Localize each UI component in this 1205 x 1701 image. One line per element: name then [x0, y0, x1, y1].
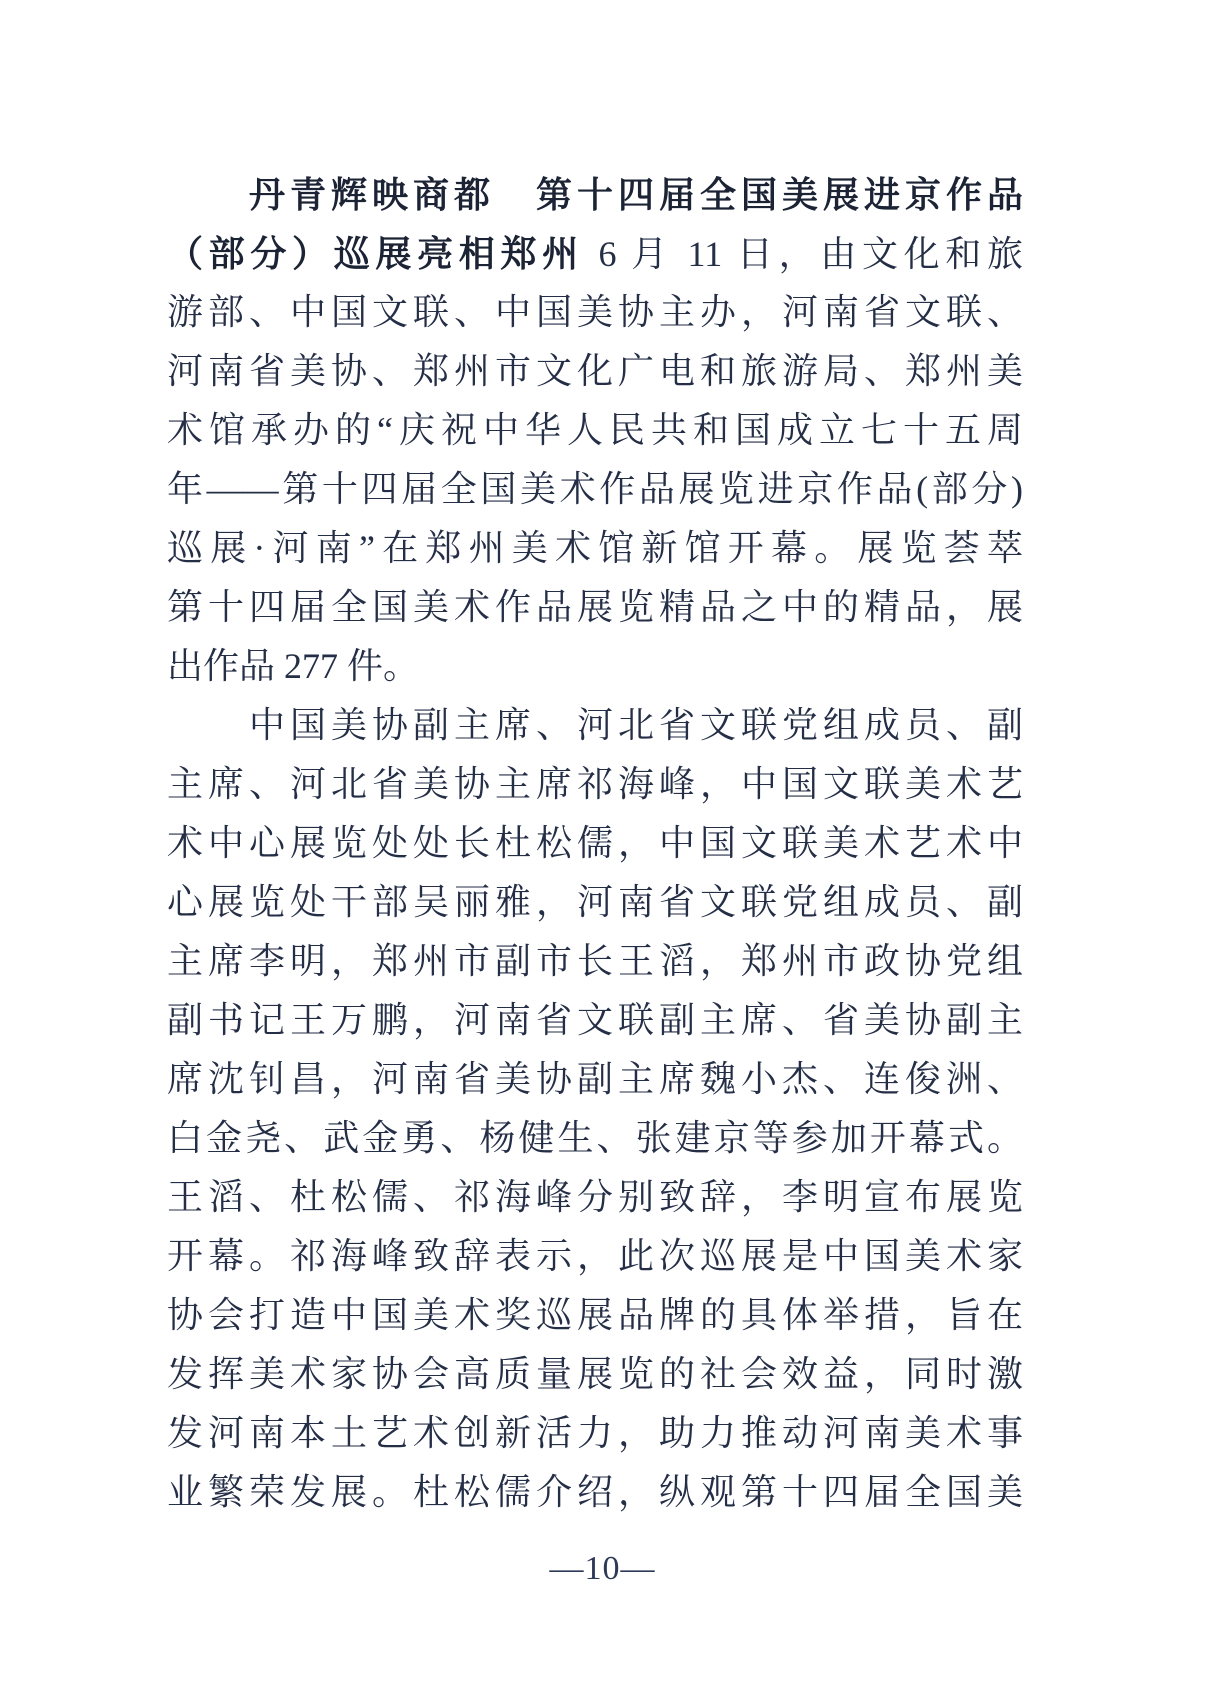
text-line [167, 401, 1023, 460]
body-segment: 主席李明，郑州市副市长王滔，郑州市政协党组 [167, 941, 1023, 981]
body-segment: 术馆承办的“庆祝中华人民共和国成立七十五周 [167, 410, 1023, 450]
body-segment: 巡展·河南”在郑州美术馆新馆开幕。展览荟萃 [167, 528, 1023, 568]
text-line [167, 1109, 1023, 1168]
body-segment: 中国美协副主席、河北省文联党组成员、副 [249, 705, 1023, 745]
body-segment: 主席、河北省美协主席祁海峰，中国文联美术艺 [167, 764, 1023, 804]
body-segment: 协会打造中国美术奖巡展品牌的具体举措，旨在 [167, 1295, 1023, 1335]
body-segment: 副书记王万鹏，河南省文联副主席、省美协副主 [167, 1000, 1023, 1040]
body-segment: 第十四届全国美术作品展览精品之中的精品，展 [167, 587, 1023, 627]
text-line [167, 165, 1023, 224]
body-segment: 席沈钊昌，河南省美协副主席魏小杰、连俊洲、 [167, 1059, 1023, 1099]
text-line [167, 1050, 1023, 1109]
text-line [167, 460, 1023, 519]
body-segment: 开幕。祁海峰致辞表示，此次巡展是中国美术家 [167, 1236, 1023, 1276]
text-line [167, 637, 1023, 696]
body-segment: 心展览处干部吴丽雅，河南省文联党组成员、副 [167, 882, 1023, 922]
headline-segment: （部分）巡展亮相郑州 [167, 233, 584, 274]
text-line [167, 873, 1023, 932]
text-line [167, 696, 1023, 755]
body-segment: 业繁荣发展。杜松儒介绍，纵观第十四届全国美 [167, 1472, 1023, 1512]
text-line [167, 1286, 1023, 1345]
body-segment: 术中心展览处处长杜松儒，中国文联美术艺术中 [167, 823, 1023, 863]
text-line [167, 991, 1023, 1050]
body-segment: 游部、中国文联、中国美协主办，河南省文联、 [167, 292, 1023, 332]
text-line [167, 342, 1023, 401]
body-segment: 出作品 277 件。 [167, 646, 420, 686]
body-segment: 发河南本土艺术创新活力，助力推动河南美术事 [167, 1413, 1023, 1453]
article-text [167, 165, 1023, 1522]
page-number: —10— [549, 1550, 656, 1587]
text-line [167, 578, 1023, 637]
body-segment: 王滔、杜松儒、祁海峰分别致辞，李明宣布展览 [167, 1177, 1023, 1217]
text-line [167, 1227, 1023, 1286]
text-line [167, 1404, 1023, 1463]
body-segment: 发挥美术家协会高质量展览的社会效益，同时激 [167, 1354, 1023, 1394]
text-line [167, 283, 1023, 342]
body-segment: 白金尧、武金勇、杨健生、张建京等参加开幕式。 [167, 1118, 1023, 1158]
body-segment: 年——第十四届全国美术作品展览进京作品(部分) [167, 469, 1023, 509]
text-line [167, 755, 1023, 814]
body-segment: 河南省美协、郑州市文化广电和旅游局、郑州美 [167, 351, 1023, 391]
text-line [167, 1168, 1023, 1227]
text-line [167, 814, 1023, 873]
body-segment: 6 月 11 日，由文化和旅 [583, 234, 1023, 274]
headline-segment: 丹青辉映商都 第十四届全国美展进京作品 [249, 174, 1023, 215]
text-line [167, 1463, 1023, 1522]
text-line [167, 932, 1023, 991]
text-line [167, 224, 1023, 283]
text-line [167, 1345, 1023, 1404]
text-line [167, 519, 1023, 578]
